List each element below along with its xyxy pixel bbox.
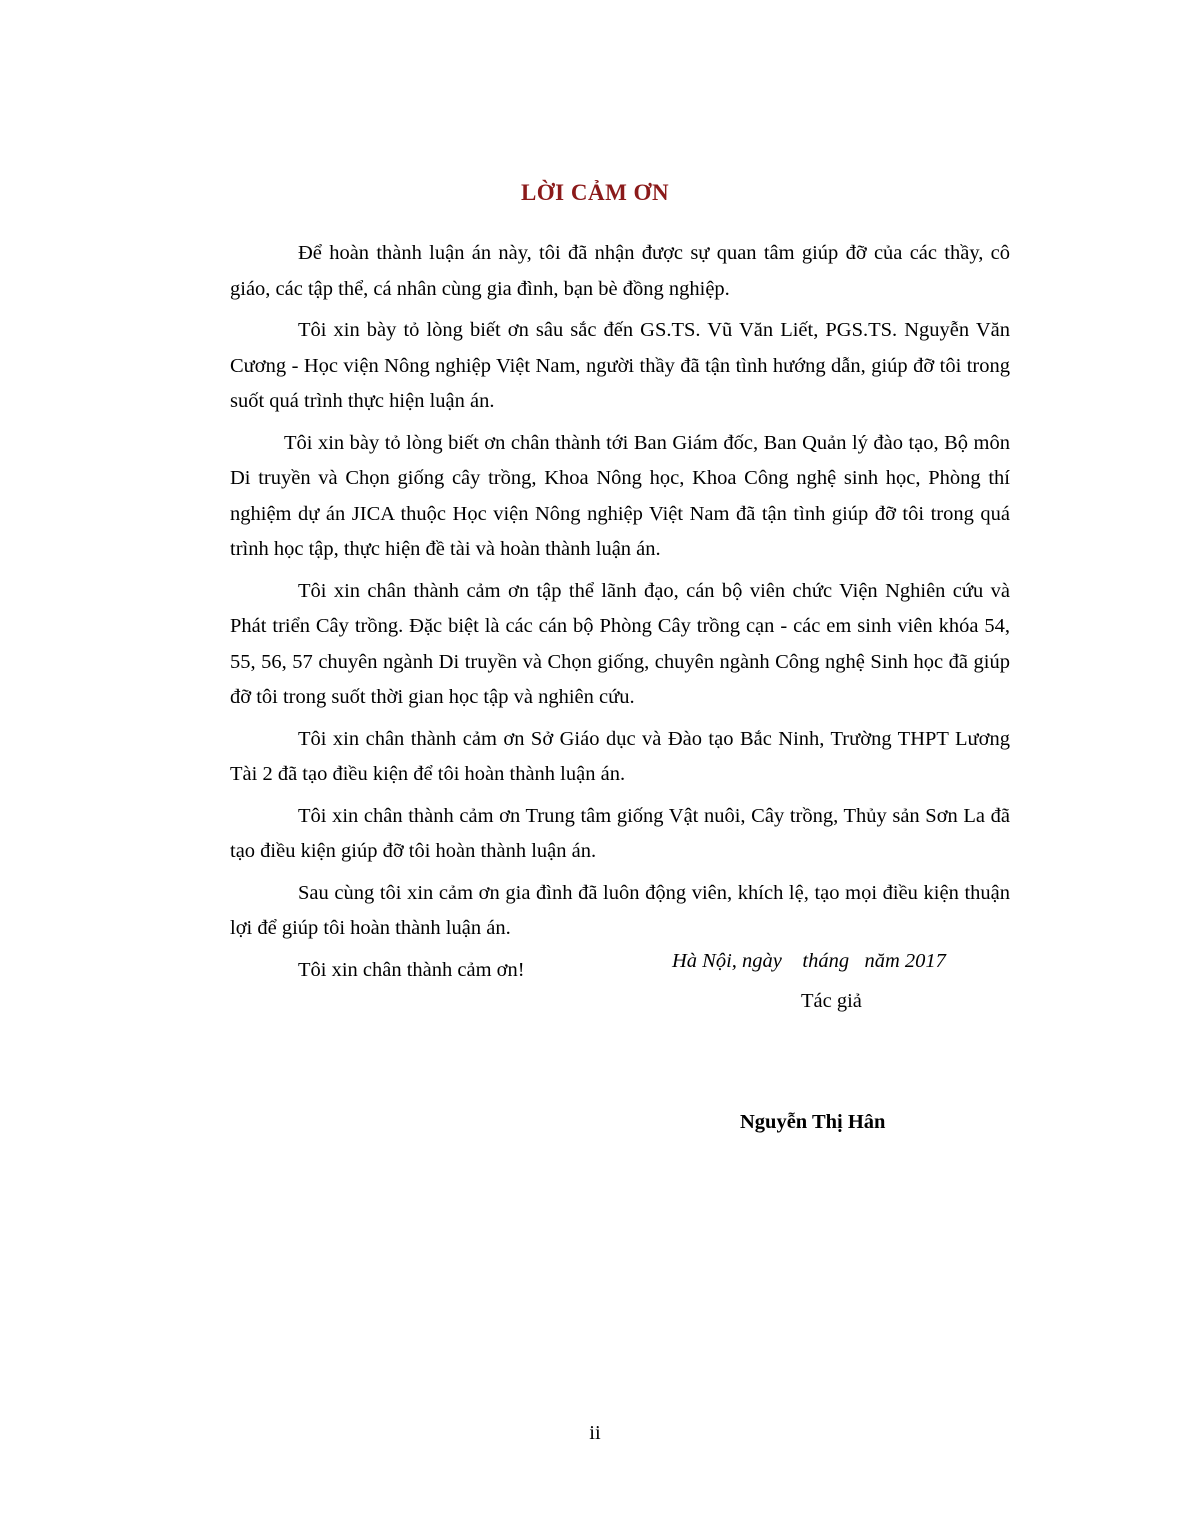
paragraph: Tôi xin chân thành cảm ơn! (298, 958, 525, 981)
page-number: ii (589, 1422, 601, 1444)
page-title: LỜI CẢM ƠN (520, 180, 670, 205)
acknowledgement-body (230, 236, 1010, 994)
paragraph: Sau cùng tôi xin cảm ơn gia đình đã luôn động viên, khích lệ, tạo mọi điều kiện thuận lợi để giúp tôi hoàn thành luận án. (230, 881, 1010, 939)
paragraph: Để hoàn thành luận án này, tôi đã nhận được sự quan tâm giúp đỡ của các thầy, cô giáo, các tập thể, cá nhân cùng gia đình, bạn bè đồng nghiệp. (230, 242, 1010, 300)
paragraph: Tôi xin chân thành cảm ơn Sở Giáo dục và Đào tạo Bắc Ninh, Trường THPT Lương Tài 2 đã tạo điều kiện để tôi hoàn thành luận án. (230, 727, 1010, 785)
paragraph: Tôi xin bày tỏ lòng biết ơn chân thành tới Ban Giám đốc, Ban Quản lý đào tạo, Bộ môn Di truyền và Chọn giống cây trồng, Khoa Nông học, Khoa Công nghệ sinh học, Phòng thí nghiệm dự án JICA thuộc Học viện Nông nghiệp Việt Nam đã tận tình giúp đỡ tôi trong quá trình học tập, thực hiện đề tài và hoàn thành luận án. (230, 431, 1010, 560)
paragraph: Tôi xin chân thành cảm ơn Trung tâm giống Vật nuôi, Cây trồng, Thủy sản Sơn La đã tạo điều kiện giúp đỡ tôi hoàn thành luận án. (230, 804, 1010, 862)
paragraph: Tôi xin chân thành cảm ơn tập thể lãnh đạo, cán bộ viên chức Viện Nghiên cứu và Phát triển Cây trồng. Đặc biệt là các cán bộ Phòng Cây trồng cạn - các em sinh viên khóa 54, 55, 56, 57 chuyên ngành Di truyền và Chọn giống, chuyên ngành Công nghệ Sinh học đã giúp đỡ tôi trong suốt thời gian học tập và nghiên cứu. (230, 579, 1010, 708)
paragraph: Tôi xin bày tỏ lòng biết ơn sâu sắc đến GS.TS. Vũ Văn Liết, PGS.TS. Nguyễn Văn Cương - Học viện Nông nghiệp Việt Nam, người thầy đã tận tình hướng dẫn, giúp đỡ tôi trong suốt quá trình thực hiện luận án. (230, 319, 1010, 412)
author-name: Nguyễn Thị Hân (740, 1111, 886, 1133)
date-line: Hà Nội, ngày tháng năm 2017 (672, 950, 946, 972)
author-label: Tác giả (801, 990, 862, 1012)
